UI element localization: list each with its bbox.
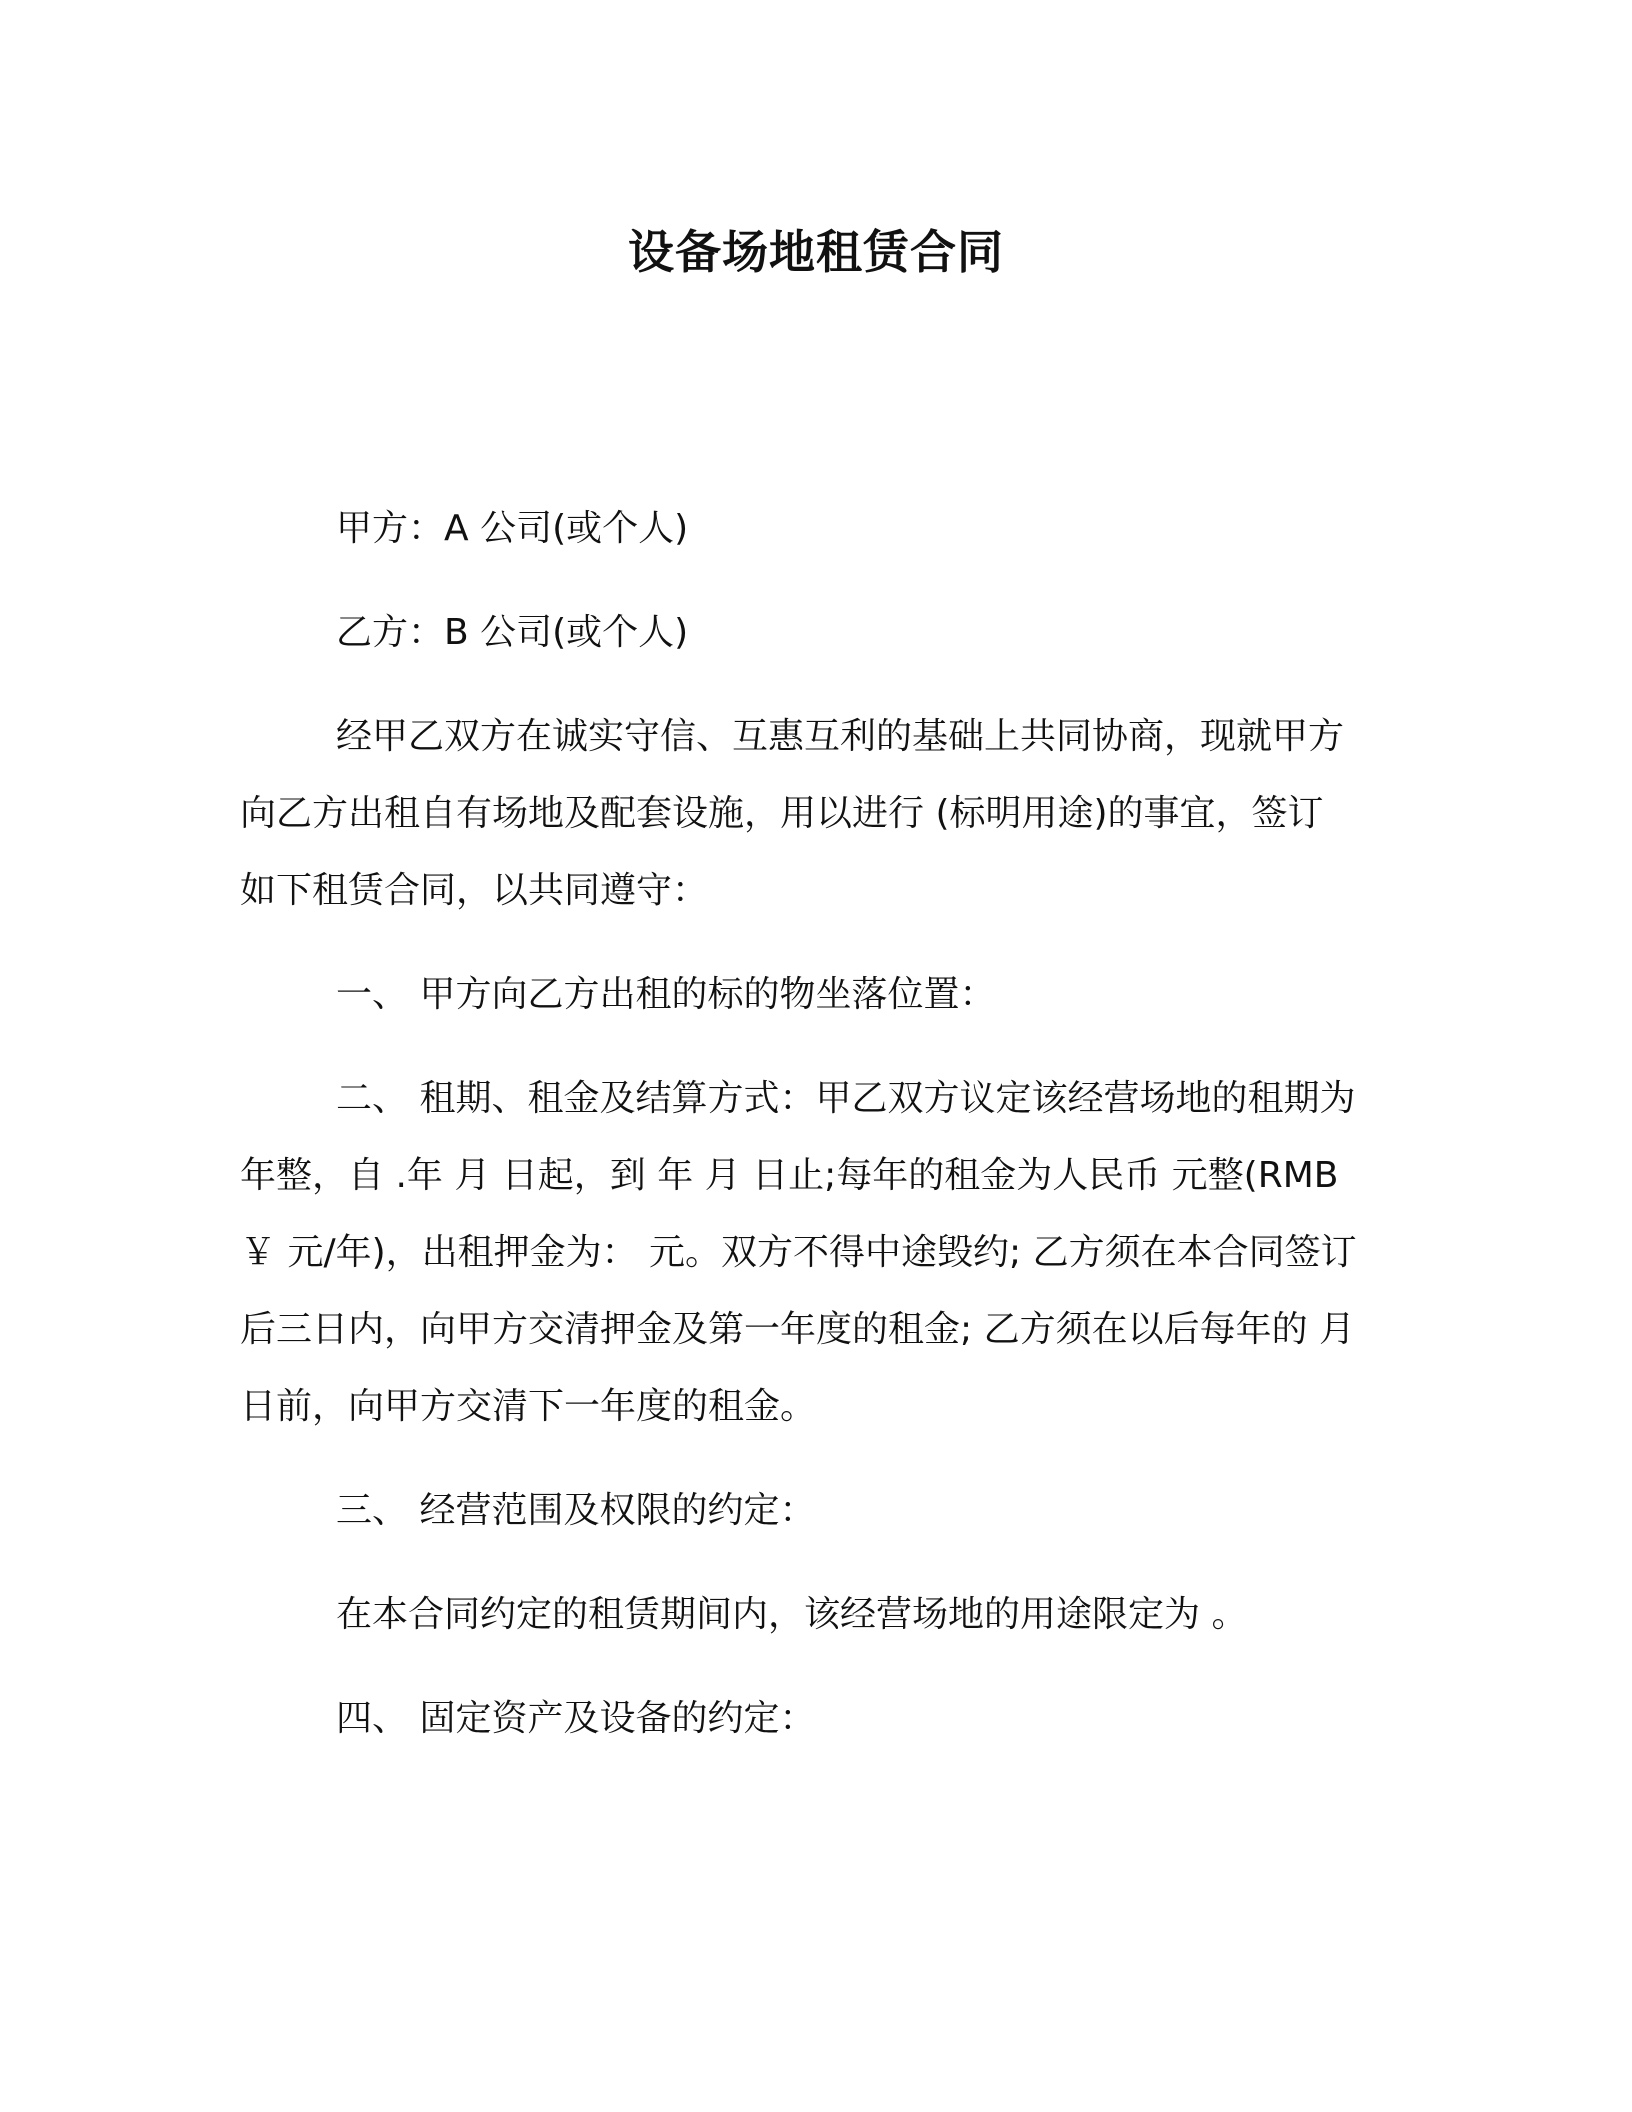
section-3-heading: 三、 经营范围及权限的约定： (336, 1490, 816, 1531)
section-2-paragraph (240, 1060, 1400, 1445)
party-a-line: 甲方：A 公司(或个人) (336, 508, 689, 549)
section-1-heading: 一、 甲方向乙方出租的标的物坐落位置： (336, 974, 996, 1015)
intro-line-1: 经甲乙双方在诚实守信、互惠互利的基础上共同协商，现就甲方 (336, 716, 1345, 757)
section-2-line-5: 日前，向甲方交清下一年度的租金。 (240, 1386, 817, 1427)
intro-line-2: 向乙方出租自有场地及配套设施，用以进行 (标明用途)的事宜，签订 (240, 793, 1324, 834)
section-2-line-3: ￥ 元/年)，出租押金为： 元。双方不得中途毁约; 乙方须在本合同签订 (240, 1232, 1357, 1273)
party-b-line: 乙方：B 公司(或个人) (336, 612, 689, 653)
section-4-heading: 四、 固定资产及设备的约定： (336, 1698, 816, 1739)
section-2-line-1: 二、 租期、租金及结算方式：甲乙双方议定该经营场地的租期为 (336, 1078, 1356, 1119)
document-body (240, 490, 1400, 1784)
intro-line-3: 如下租赁合同，以共同遵守： (240, 870, 709, 911)
section-2-line-4: 后三日内，向甲方交清押金及第一年度的租金; 乙方须在以后每年的 月 (240, 1309, 1356, 1350)
section-2-line-2: 年整，自 .年 月 日起，到 年 月 日止;每年的租金为人民币 元整(RMB (240, 1155, 1339, 1196)
intro-paragraph (240, 698, 1400, 929)
document-title: 设备场地租赁合同 (628, 225, 1004, 279)
section-3-body: 在本合同约定的租赁期间内，该经营场地的用途限定为 。 (336, 1594, 1248, 1635)
